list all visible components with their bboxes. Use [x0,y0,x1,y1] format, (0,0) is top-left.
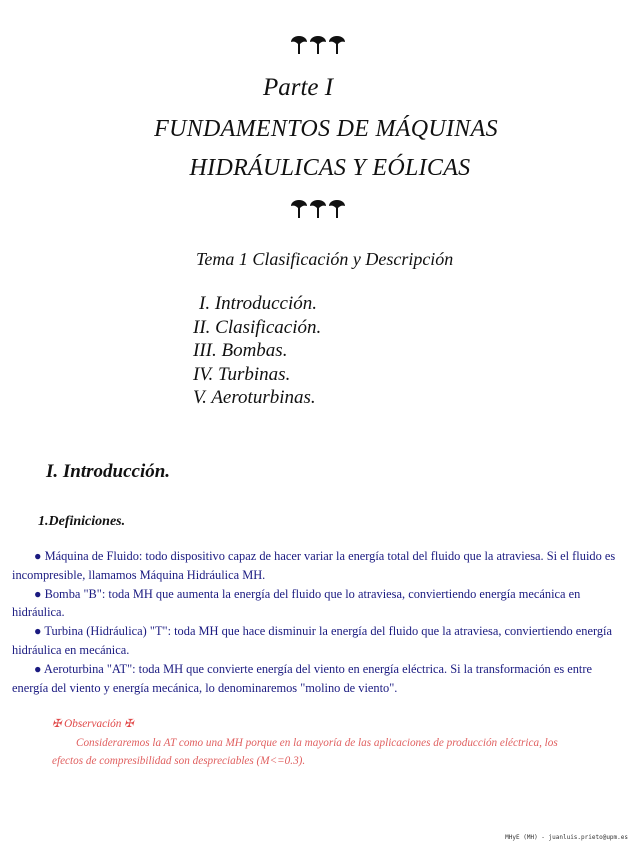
observation-note [52,715,582,771]
observation-title: Observación [64,718,122,730]
bullet-icon: ● [34,661,44,676]
observation-body: Consideraremos la AT como una MH porque en la mayoría de las aplicaciones de producción eléctrica, los efectos de compresibilidad son despreciables (M<=0.3). [52,736,558,767]
page-footer: MHyE (MH) - juanluis.prieto@upm.es [505,834,628,841]
definition-item: ● Aeroturbina "AT": toda MH que convierte energía del viento en energía eléctrica. Si la transformación es entre energía del viento y energía mecánica, lo denominaremos "molino de viento". [12,661,593,695]
part-title-line2: HIDRÁULICAS Y EÓLICAS [189,155,471,181]
part-title-line1: FUNDAMENTOS DE MÁQUINAS [154,116,498,142]
toc-item: V. Aeroturbinas. [193,387,316,408]
definitions-list [12,547,622,697]
definition-item: ● Bomba "B": toda MH que aumenta la energía del fluido que lo atraviesa, conviertiendo energía mecánica en hidráulica. [12,586,581,620]
tema-title: Tema 1 Clasificación y Descripción [196,249,454,269]
bottom-ornament [0,198,636,224]
section-title: I. Introducción. [46,461,171,482]
observation-heading [52,715,582,734]
fleuron-triple-icon [290,198,346,220]
toc-item: I. Introducción. [199,293,318,314]
maltese-cross-icon: ✠ [124,718,134,730]
fleuron-triple-icon [290,34,346,56]
top-ornament [0,34,636,60]
subsection-title: 1.Definiciones. [38,514,126,529]
bullet-icon: ● [34,549,45,563]
part-label: Parte I [262,74,334,101]
toc-item: II. Clasificación. [193,316,322,338]
table-of-contents [193,292,321,410]
definition-item: ● Turbina (Hidráulica) "T": toda MH que hace disminuir la energía del fluido que la atraviesa, conviertiendo energía hidráulica en mecánica. [12,624,612,657]
toc-item: III. Bombas. [193,340,288,361]
toc-item: IV. Turbinas. [193,363,291,385]
bullet-icon: ● [34,624,45,639]
maltese-cross-icon: ✠ [52,718,62,730]
bullet-icon: ● [34,586,45,601]
definition-item: ● Máquina de Fluido: todo dispositivo capaz de hacer variar la energía total del fluido que la atraviesa. Si el fluido es incompresible, llamamos Máquina Hidráulica MH. [12,549,616,582]
